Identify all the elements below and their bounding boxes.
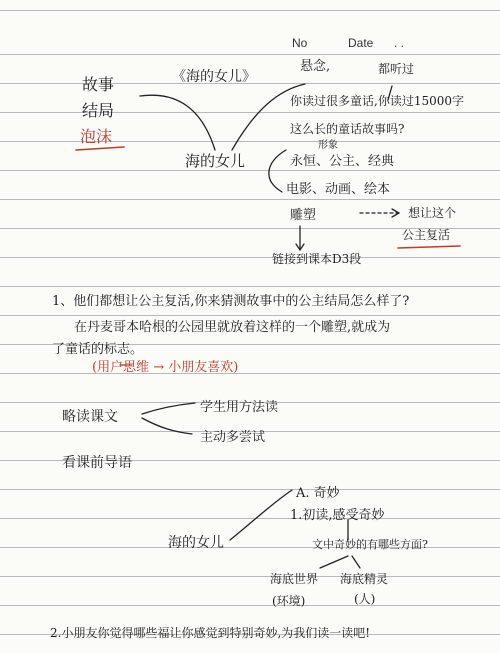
skim-guide: 看课前导语: [62, 455, 132, 471]
note-princess-happy: 公主复活: [402, 228, 451, 242]
bottom-map-a: A. 奇妙: [296, 486, 340, 501]
note-media: 电影、动画、绘本: [286, 182, 391, 197]
note-themes: 永恒、公主、经典: [290, 154, 395, 169]
topic-ending: 结局: [82, 101, 115, 120]
arc-topics: [140, 95, 215, 150]
center-label: 海的女儿: [185, 152, 246, 170]
note-have-read: 你读过很多童话,你读过15000字: [290, 94, 464, 108]
page-title: 《海的女儿》: [172, 69, 256, 85]
question1-line3: 了童话的标志。: [52, 342, 144, 357]
date-label: Date: [348, 36, 374, 50]
skim-branch-1: 学生用方法读: [200, 400, 279, 415]
note-so-long: 这么长的童话故事吗?: [290, 122, 405, 136]
note-suspense: 悬念,: [300, 59, 331, 74]
topic-bubble: 泡沫: [80, 127, 113, 146]
date-dots: . .: [394, 36, 405, 50]
bottom-map-sea-creature-note: (人): [354, 592, 376, 606]
bottom-map-question: 文中奇妙的有哪些方面?: [312, 538, 428, 551]
note-image: 形象: [318, 140, 338, 151]
question1-line1: 1、他们都想让公主复活,你来猜测故事中的公主结局怎么样了?: [52, 294, 410, 309]
bottom-map-sea-world: 海底世界: [270, 572, 319, 586]
question1-line4: (用户思维 → 小朋友喜欢): [92, 360, 239, 375]
bottom-map-center: 海的女儿: [168, 535, 224, 551]
skim-branch-2: 主动多尝试: [200, 430, 266, 445]
bottom-map-first-read: 1.初读,感受奇妙: [290, 508, 385, 523]
skim-label: 略读课文: [62, 409, 118, 425]
bottom-map-sea-world-note: (环境): [272, 594, 306, 608]
bracket-image: [269, 150, 286, 192]
note-think: 想让这个: [408, 206, 457, 220]
note-link: 链接到课本D3段: [272, 252, 362, 266]
note-sculpture: 雕塑: [290, 208, 317, 223]
topic-story: 故事: [82, 75, 115, 94]
bottom-map-sea-creature: 海底精灵: [340, 572, 389, 586]
no-label: No: [292, 36, 308, 50]
question2: 2.小朋友你觉得哪些福让你感觉到特别奇妙,为我们读一读吧!: [50, 626, 371, 640]
note-all-read: 都听过: [378, 62, 415, 76]
question1-line2: 在丹麦哥本哈根的公园里就放着这样的一个雕塑,就成为: [74, 320, 391, 335]
